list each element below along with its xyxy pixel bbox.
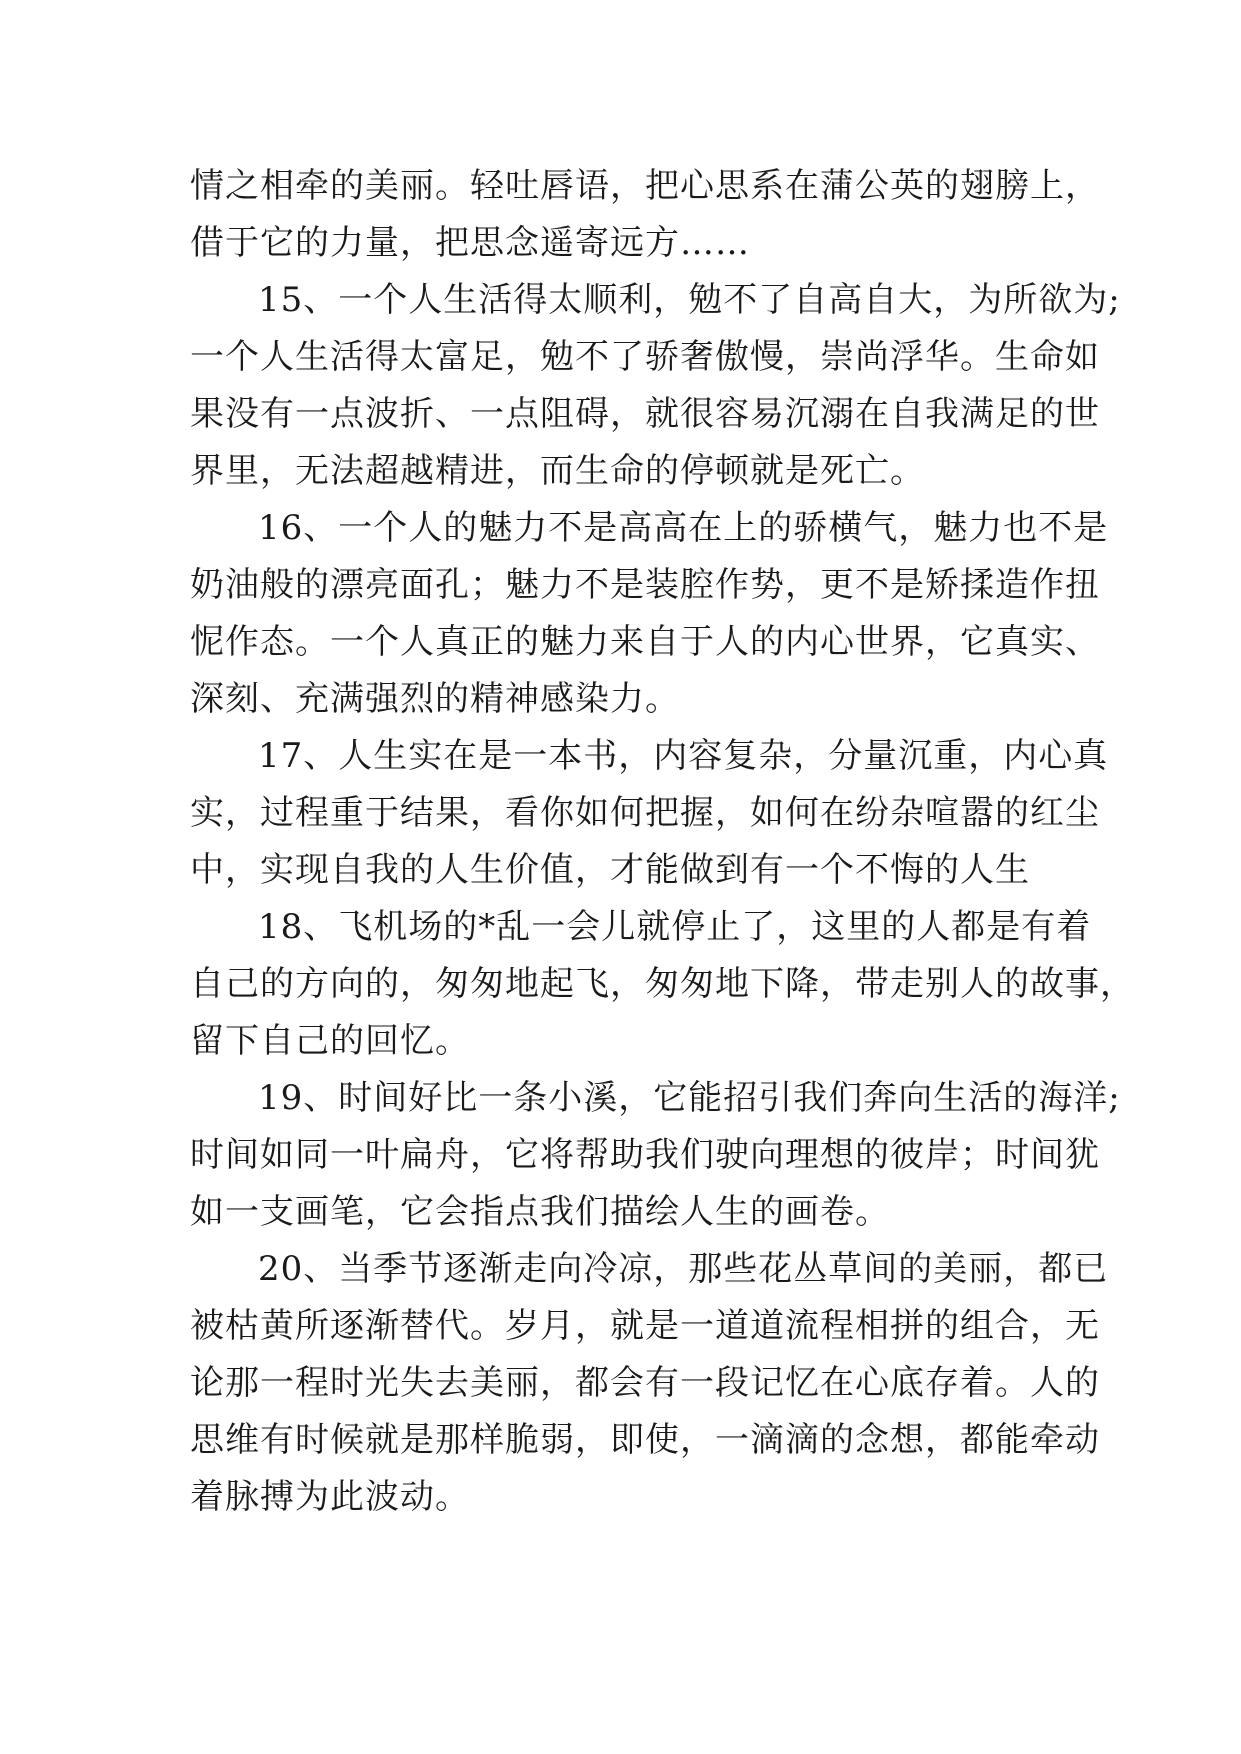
text-line: 被枯黄所逐渐替代。岁月，就是一道道流程相拼的组合，无 — [190, 1306, 1100, 1346]
paragraph-20 — [190, 1241, 1109, 1526]
paragraph-16 — [190, 500, 1109, 728]
text-line: 怩作态。一个人真正的魅力来自于人的内心世界，它真实、 — [190, 622, 1100, 662]
text-line: 留下自己的回忆。 — [190, 1021, 470, 1061]
text-line: 思维有时候就是那样脆弱，即使，一滴滴的念想，都能牵动 — [190, 1420, 1100, 1460]
paragraph-18 — [190, 899, 1135, 1070]
paragraph-19 — [190, 1070, 1121, 1241]
text-line: 一个人生活得太富足，勉不了骄奢傲慢，崇尚浮华。生命如 — [190, 337, 1100, 377]
text-line: 中，实现自我的人生价值，才能做到有一个不悔的人生 — [190, 850, 1030, 890]
text-line: 界里，无法超越精进，而生命的停顿就是死亡。 — [190, 451, 925, 491]
text-line: 借于它的力量，把思念遥寄远方…… — [190, 223, 750, 263]
text-line: 深刻、充满强烈的精神感染力。 — [190, 679, 680, 719]
document-body — [190, 158, 1135, 1526]
text-line: 时间如同一叶扁舟，它将帮助我们驶向理想的彼岸；时间犹 — [190, 1135, 1100, 1175]
text-line: 情之相牵的美丽。轻吐唇语，把心思系在蒲公英的翅膀上， — [190, 166, 1100, 206]
text-line: 实，过程重于结果，看你如何把握，如何在纷杂喧嚣的红尘 — [190, 793, 1100, 833]
text-line: 17、人生实在是一本书，内容复杂，分量沉重，内心真 — [258, 736, 1109, 776]
text-line: 16、一个人的魅力不是高高在上的骄横气，魅力也不是 — [258, 508, 1109, 548]
text-line: 19、时间好比一条小溪，它能招引我们奔向生活的海洋; — [258, 1078, 1121, 1118]
text-line: 自己的方向的，匆匆地起飞，匆匆地下降，带走别人的故事， — [190, 964, 1135, 1004]
text-line: 奶油般的漂亮面孔；魅力不是装腔作势，更不是矫揉造作扭 — [190, 565, 1100, 605]
text-line: 论那一程时光失去美丽，都会有一段记忆在心底存着。人的 — [190, 1363, 1100, 1403]
text-line: 着脉搏为此波动。 — [190, 1477, 470, 1517]
text-line: 20、当季节逐渐走向冷凉，那些花丛草间的美丽，都已 — [258, 1249, 1109, 1289]
text-line: 15、一个人生活得太顺利，勉不了自高自大，为所欲为; — [258, 280, 1121, 320]
paragraph-17 — [190, 728, 1109, 899]
text-line: 果没有一点波折、一点阻碍，就很容易沉溺在自我满足的世 — [190, 394, 1100, 434]
text-line: 如一支画笔，它会指点我们描绘人生的画卷。 — [190, 1192, 890, 1232]
text-line: 18、飞机场的*乱一会儿就停止了，这里的人都是有着 — [258, 907, 1092, 947]
paragraph-15 — [190, 272, 1121, 500]
paragraph-14-continued — [190, 158, 1100, 272]
